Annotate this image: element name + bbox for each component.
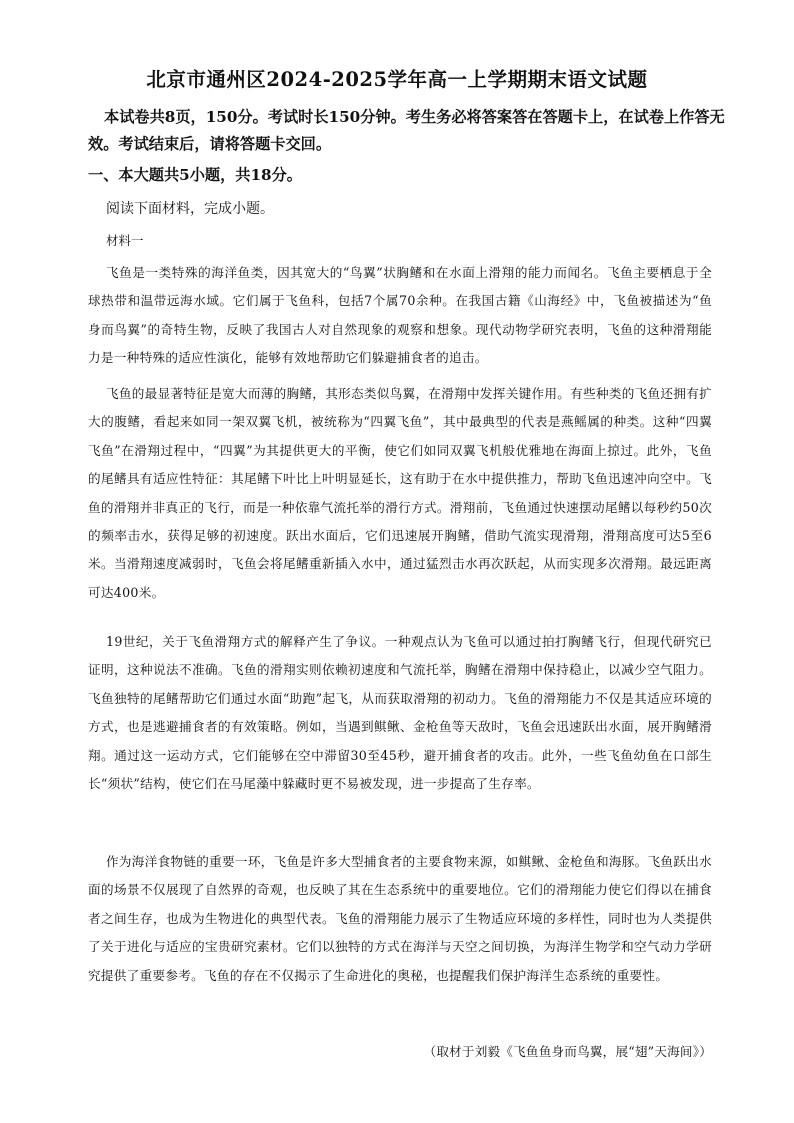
paragraph: 19世纪，关于飞鱼滑翔方式的解释产生了争议。一种观点认为飞鱼可以通过拍打胸鳍飞行，但现代研究已证明，这种说法不准确。飞鱼的滑翔实则依赖初速度和气流托举，胸鳍在滑翔中保持稳止，以减少空气阻力。飞鱼独特的尾鳍帮助它们通过水面“助跑”起飞，从而获取滑翔的初动力。飞鱼的滑翔能力不仅是其适应环境的方式，也是逃避捕食者的有效策略。例如，当遇到鲯鳅、金枪鱼等天敌时，飞鱼会迅速跃出水面，展开胸鳍滑翔。通过这一运动方式，它们能够在空中滞留30至45秒，避开捕食者的攻击。此外，一些飞鱼幼鱼在口部生长“须状”结构，使它们在马尾藻中躲藏时更不易被发现，进一步提高了生存率。 [88,634,712,792]
reading-instruction: 阅读下面材料，完成小题。 [106,201,274,217]
page-title: 北京市通州区2024-2025学年高一上学期期末语文试题 [146,68,648,91]
paragraph: 作为海洋食物链的重要一环，飞鱼是许多大型捕食者的主要食物来源，如鲯鳅、金枪鱼和海豚。飞鱼跃出水面的场景不仅展现了自然界的奇观，也反映了其在生态系统中的重要地位。它们的滑翔能力使它们得以在捕食者之间生存，也成为生物进化的典型代表。飞鱼的滑翔能力展示了生物适应环境的多样性，同时也为人类提供了关于进化与适应的宝贵研究素材。它们以独特的方式在海洋与天空之间切换，为海洋生物学和空气动力学研究提供了重要参考。飞鱼的存在不仅揭示了生命进化的奥秘，也提醒我们保护海洋生态系统的重要性。 [88,854,713,983]
paragraph: 飞鱼的最显著特征是宽大而薄的胸鳍，其形态类似鸟翼，在滑翔中发挥关键作用。有些种类的飞鱼还拥有扩大的腹鳍，看起来如同一架双翼飞机，被统称为“四翼飞鱼”，其中最典型的代表是燕鳐属的种类。这种“四翼飞鱼”在滑翔过程中，“四翼”为其提供更大的平衡，使它们如同双翼飞机般优雅地在海面上掠过。此外，飞鱼的尾鳍具有适应性特征：其尾鳍下叶比上叶明显延长，这有助于在水中提供推力，帮助飞鱼迅速冲向空中。飞鱼的滑翔并非真正的飞行，而是一种依靠气流托举的滑行方式。滑翔前，飞鱼通过快速摆动尾鳍以每秒约50次的频率击水，获得足够的初速度。跃出水面后，它们迅速展开胸鳍，借助气流实现滑翔，滑翔高度可达5至6米。当滑翔速度减弱时，飞鱼会将尾鳍重新插入水中，通过猛烈击水再次跃起，从而实现多次滑翔。最远距离可达400米。 [88,386,713,600]
section-heading: 一、本大题共5小题，共18分。 [88,166,302,184]
paragraph: 飞鱼是一类特殊的海洋鱼类，因其宽大的“鸟翼”状胸鳍和在水面上滑翔的能力而闻名。飞鱼主要栖息于全球热带和温带远海水域。它们属于飞鱼科，包括7个属70余种。在我国古籍《山海经》中，飞鱼被描述为“鱼身而鸟翼”的奇特生物，反映了我国古人对自然现象的观察和想象。现代动物学研究表明，飞鱼的这种滑翔能力是一种特殊的适应性演化，能够有效地帮助它们躲避捕食者的追击。 [88,265,712,366]
exam-intro: 本试卷共8页，150分。考试时长150分钟。考生务必将答案答在答题卡上，在试卷上作答无效。考试结束后，请将答题卡交回。 [88,108,725,153]
source-citation: （取材于刘毅《飞鱼鱼身而鸟翼，展“翅”天海间》） [423,1044,712,1059]
material-label: 材料一 [106,233,144,248]
